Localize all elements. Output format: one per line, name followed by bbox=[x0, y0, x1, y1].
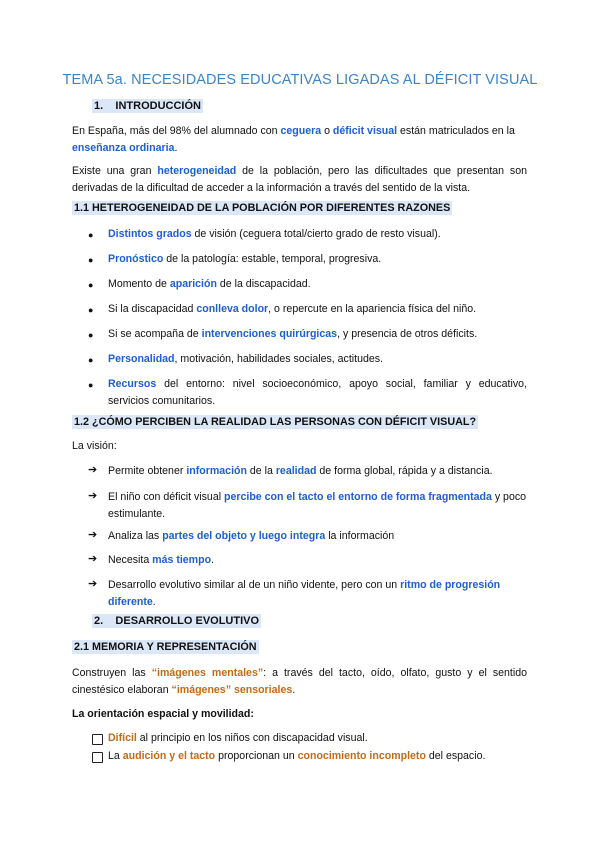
arrow-icon: ➔ bbox=[88, 578, 98, 590]
checklist-item: Difícil al principio en los niños con discapacidad visual. bbox=[108, 732, 368, 744]
list-item: Momento de aparición de la discapacidad. bbox=[108, 278, 311, 290]
checkbox-icon[interactable] bbox=[92, 752, 103, 763]
intro-paragraph-2: Existe una gran heterogeneidad de la población, pero las dificultades que presentan son derivadas de la dificultad de acceder a la información a través del sentido de la vista. bbox=[72, 165, 528, 194]
list-item: El niño con déficit visual percibe con el tacto el entorno de forma fragmentada y poco estimulante. bbox=[108, 491, 527, 520]
arrow-icon: ➔ bbox=[88, 529, 98, 541]
list-item: Necesita más tiempo. bbox=[108, 554, 214, 566]
bullet-icon: ● bbox=[88, 280, 94, 290]
section-2-heading: 2. DESARROLLO EVOLUTIVO bbox=[94, 615, 260, 627]
arrow-icon: ➔ bbox=[88, 464, 98, 476]
list-item: Personalidad, motivación, habilidades sociales, actitudes. bbox=[108, 353, 383, 365]
list-item: Desarrollo evolutivo similar al de un niño vidente, pero con un ritmo de progresión diferente. bbox=[108, 579, 501, 608]
list-item: Si se acompaña de intervenciones quirúrgicas, y presencia de otros déficits. bbox=[108, 328, 478, 340]
list-item: Pronóstico de la patología: estable, temporal, progresiva. bbox=[108, 253, 382, 265]
list-item: Distintos grados de visión (ceguera total/cierto grado de resto visual). bbox=[108, 228, 441, 240]
section-1-1-heading: 1.1 HETEROGENEIDAD DE LA POBLACIÓN POR DIFERENTES RAZONES bbox=[74, 202, 451, 214]
page-title: TEMA 5a. NECESIDADES EDUCATIVAS LIGADAS AL DÉFICIT VISUAL bbox=[62, 72, 538, 88]
memory-paragraph: Construyen las “imágenes mentales”: a través del tacto, oído, olfato, gusto y el sentido cinestésico elaboran “imágenes” sensoriales. bbox=[72, 667, 527, 696]
arrow-icon: ➔ bbox=[88, 490, 98, 502]
bullet-icon: ● bbox=[88, 230, 94, 240]
bullet-icon: ● bbox=[88, 380, 94, 390]
orientation-heading: La orientación espacial y movilidad: bbox=[72, 708, 254, 720]
arrow-icon: ➔ bbox=[88, 553, 98, 565]
bullet-icon: ● bbox=[88, 355, 94, 365]
bullet-icon: ● bbox=[88, 305, 94, 315]
bullet-icon: ● bbox=[88, 255, 94, 265]
section-1-heading: 1. INTRODUCCIÓN bbox=[94, 100, 201, 112]
vision-label: La visión: bbox=[72, 440, 117, 452]
list-item: Analiza las partes del objeto y luego integra la información bbox=[108, 530, 395, 542]
intro-paragraph-1: En España, más del 98% del alumnado con ceguera o déficit visual están matriculados en la enseñanza ordinaria. bbox=[72, 125, 515, 154]
checkbox-icon[interactable] bbox=[92, 734, 103, 745]
checklist-item: La audición y el tacto proporcionan un conocimiento incompleto del espacio. bbox=[108, 750, 486, 762]
bullet-icon: ● bbox=[88, 330, 94, 340]
section-2-1-heading: 2.1 MEMORIA Y REPRESENTACIÓN bbox=[74, 641, 257, 653]
list-item: Permite obtener información de la realidad de forma global, rápida y a distancia. bbox=[108, 465, 493, 477]
list-item: Recursos del entorno: nivel socioeconómico, apoyo social, familiar y educativo, servicios comunitarios. bbox=[108, 378, 527, 407]
section-1-2-heading: 1.2 ¿CÓMO PERCIBEN LA REALIDAD LAS PERSONAS CON DÉFICIT VISUAL? bbox=[74, 416, 477, 428]
list-item: Si la discapacidad conlleva dolor, o repercute en la apariencia física del niño. bbox=[108, 303, 477, 315]
